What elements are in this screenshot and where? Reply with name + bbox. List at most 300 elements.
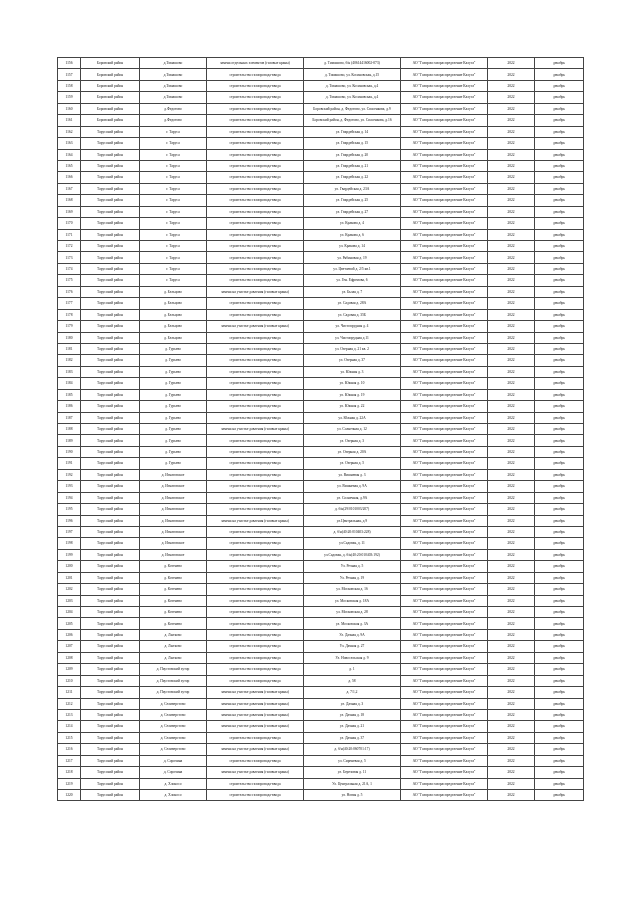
cell-district: Тарусский район: [81, 241, 140, 252]
cell-district: Тарусский район: [81, 149, 140, 160]
cell-address: Ул. Дачная д. 9А: [304, 629, 401, 640]
cell-work-type: строительство газопровода-ввода: [207, 435, 304, 446]
cell-settlement: г. Таруса: [140, 263, 207, 274]
cell-district: Тарусский район: [81, 675, 140, 686]
cell-contractor: АО "Газпром газораспределение Калуга": [401, 469, 488, 480]
cell-work-type: строительство газопровода-ввода: [207, 160, 304, 171]
cell-row-number: 1163: [58, 138, 81, 149]
cell-work-type: замена на участке давления (газовые краны): [207, 321, 304, 332]
cell-address: ул. Дачная д. 21: [304, 721, 401, 732]
cell-month: декабрь: [535, 446, 584, 457]
cell-district: Тарусский район: [81, 172, 140, 183]
table-row: [58, 115, 584, 126]
cell-district: Тарусский район: [81, 286, 140, 297]
cell-year: 2022: [488, 458, 535, 469]
cell-contractor: АО "Газпром газораспределение Калуга": [401, 515, 488, 526]
cell-address: ул. Гвардейская д. 20: [304, 149, 401, 160]
table-row: [58, 355, 584, 366]
cell-district: Тарусский район: [81, 721, 140, 732]
cell-settlement: г. Таруса: [140, 275, 207, 286]
cell-work-type: строительство газопровода-ввода: [207, 241, 304, 252]
cell-district: Тарусский район: [81, 664, 140, 675]
cell-month: декабрь: [535, 538, 584, 549]
cell-address: ул. Гвардейская д. 23А: [304, 183, 401, 194]
table-row: [58, 183, 584, 194]
cell-contractor: АО "Газпром газораспределение Калуга": [401, 195, 488, 206]
cell-work-type: строительство газопровода-ввода: [207, 675, 304, 686]
cell-month: декабрь: [535, 458, 584, 469]
cell-row-number: 1158: [58, 80, 81, 91]
cell-contractor: АО "Газпром газораспределение Калуга": [401, 103, 488, 114]
cell-row-number: 1204: [58, 607, 81, 618]
cell-year: 2022: [488, 698, 535, 709]
cell-address: д. 58: [304, 675, 401, 686]
cell-row-number: 1167: [58, 183, 81, 194]
cell-year: 2022: [488, 241, 535, 252]
cell-settlement: д. Игнатовское: [140, 492, 207, 503]
cell-month: декабрь: [535, 275, 584, 286]
table-row: [58, 629, 584, 640]
cell-contractor: АО "Газпром газораспределение Калуга": [401, 69, 488, 80]
cell-address: ул. Озерная д. 20А: [304, 446, 401, 457]
cell-address: д. б/н(29/0101003/207): [304, 504, 401, 515]
cell-work-type: строительство газопровода-ввода: [207, 92, 304, 103]
cell-month: декабрь: [535, 664, 584, 675]
cell-district: Тарусский район: [81, 595, 140, 606]
cell-settlement: д.Федотово: [140, 103, 207, 114]
table-row: [58, 435, 584, 446]
cell-row-number: 1184: [58, 378, 81, 389]
cell-contractor: АО "Газпром газораспределение Калуга": [401, 675, 488, 686]
cell-district: Тарусский район: [81, 321, 140, 332]
cell-row-number: 1194: [58, 492, 81, 503]
cell-work-type: строительство газопровода-ввода: [207, 412, 304, 423]
cell-settlement: д. Лытково: [140, 641, 207, 652]
cell-year: 2022: [488, 538, 535, 549]
cell-row-number: 1210: [58, 675, 81, 686]
cell-contractor: АО "Газпром газораспределение Калуга": [401, 92, 488, 103]
table-row: [58, 732, 584, 743]
cell-year: 2022: [488, 641, 535, 652]
cell-contractor: АО "Газпром газораспределение Калуга": [401, 572, 488, 583]
cell-month: декабрь: [535, 424, 584, 435]
cell-year: 2022: [488, 709, 535, 720]
cell-work-type: строительство газопровода-ввода: [207, 126, 304, 137]
cell-settlement: д.Тимашово: [140, 80, 207, 91]
cell-month: декабрь: [535, 504, 584, 515]
cell-month: декабрь: [535, 595, 584, 606]
cell-settlement: д.Федотово: [140, 115, 207, 126]
table-row: [58, 389, 584, 400]
table-row: [58, 241, 584, 252]
cell-row-number: 1168: [58, 195, 81, 206]
cell-month: декабрь: [535, 138, 584, 149]
cell-contractor: АО "Газпром газораспределение Калуга": [401, 709, 488, 720]
cell-district: Тарусский район: [81, 275, 140, 286]
cell-contractor: АО "Газпром газораспределение Калуга": [401, 138, 488, 149]
cell-address: д. Тимашово, б/н (40614416002-073): [304, 58, 401, 69]
cell-month: декабрь: [535, 744, 584, 755]
cell-address: Ул. Центральная д. 21А, 1: [304, 778, 401, 789]
cell-work-type: замена отдельных элементов (газовые краны): [207, 58, 304, 69]
cell-row-number: 1176: [58, 286, 81, 297]
cell-year: 2022: [488, 446, 535, 457]
cell-year: 2022: [488, 58, 535, 69]
cell-address: ул. Солнечная д. 12: [304, 424, 401, 435]
cell-address: Ул. Речная д. 5: [304, 561, 401, 572]
table-row: [58, 687, 584, 698]
cell-address: ул. Озерная д. 37: [304, 355, 401, 366]
cell-address: ул. Солнечная, д.9А: [304, 492, 401, 503]
table-row: [58, 675, 584, 686]
table-row: [58, 641, 584, 652]
cell-address: ул. Озерная д. 3: [304, 435, 401, 446]
cell-month: декабрь: [535, 298, 584, 309]
cell-year: 2022: [488, 652, 535, 663]
cell-work-type: строительство газопровода-ввода: [207, 458, 304, 469]
cell-contractor: АО "Газпром газораспределение Калуга": [401, 263, 488, 274]
cell-month: декабрь: [535, 435, 584, 446]
cell-district: Тарусский район: [81, 572, 140, 583]
cell-row-number: 1181: [58, 343, 81, 354]
table-row: [58, 778, 584, 789]
cell-address: ул. Гвардейская д. 25: [304, 195, 401, 206]
cell-district: Тарусский район: [81, 160, 140, 171]
cell-settlement: д. Игнатовское: [140, 515, 207, 526]
table-row: [58, 309, 584, 320]
cell-row-number: 1156: [58, 58, 81, 69]
cell-address: ул. Дачная д. 18: [304, 709, 401, 720]
cell-row-number: 1159: [58, 92, 81, 103]
cell-work-type: строительство газопровода-ввода: [207, 275, 304, 286]
cell-work-type: строительство газопровода-ввода: [207, 629, 304, 640]
cell-settlement: г. Таруса: [140, 195, 207, 206]
cell-contractor: АО "Газпром газораспределение Калуга": [401, 321, 488, 332]
cell-address: ул. Цветаевой д. 2/5 кв.1: [304, 263, 401, 274]
cell-district: Боровский район: [81, 92, 140, 103]
cell-district: Тарусский район: [81, 652, 140, 663]
table-row: [58, 286, 584, 297]
cell-district: Тарусский район: [81, 332, 140, 343]
cell-month: декабрь: [535, 241, 584, 252]
cell-contractor: АО "Газпром газораспределение Калуга": [401, 584, 488, 595]
table-row: [58, 263, 584, 274]
cell-settlement: г. Таруса: [140, 252, 207, 263]
cell-contractor: АО "Газпром газораспределение Калуга": [401, 149, 488, 160]
cell-work-type: строительство газопровода-ввода: [207, 80, 304, 91]
table-row: [58, 206, 584, 217]
cell-year: 2022: [488, 572, 535, 583]
cell-settlement: д. Игнатовское: [140, 549, 207, 560]
cell-address: ул. Южная д. 22А: [304, 412, 401, 423]
cell-year: 2022: [488, 321, 535, 332]
cell-settlement: г. Таруса: [140, 172, 207, 183]
cell-row-number: 1188: [58, 424, 81, 435]
cell-contractor: АО "Газпром газораспределение Калуга": [401, 241, 488, 252]
cell-row-number: 1215: [58, 732, 81, 743]
cell-settlement: г. Таруса: [140, 206, 207, 217]
cell-address: ул. Дачная д. 37: [304, 732, 401, 743]
cell-settlement: д. Паустовский хутор: [140, 687, 207, 698]
cell-address: ул. Сиреневая д. 5: [304, 755, 401, 766]
cell-settlement: д. Селиверстово: [140, 744, 207, 755]
cell-row-number: 1161: [58, 115, 81, 126]
cell-month: декабрь: [535, 252, 584, 263]
cell-settlement: д. Хлоносо: [140, 778, 207, 789]
cell-month: декабрь: [535, 343, 584, 354]
cell-address: ул. Рябиновая д. 19: [304, 252, 401, 263]
cell-address: ул. Чистопрудная д.11: [304, 332, 401, 343]
cell-row-number: 1218: [58, 767, 81, 778]
cell-month: декабрь: [535, 69, 584, 80]
cell-district: Тарусский район: [81, 458, 140, 469]
table-row: [58, 698, 584, 709]
cell-district: Тарусский район: [81, 515, 140, 526]
cell-settlement: д. Гурьево: [140, 366, 207, 377]
cell-address: Боровский район, д. Федотово, ул. Спасенкова, д.9: [304, 103, 401, 114]
cell-address: ул. Кракова д. 6: [304, 229, 401, 240]
cell-row-number: 1164: [58, 149, 81, 160]
cell-row-number: 1193: [58, 481, 81, 492]
cell-year: 2022: [488, 138, 535, 149]
cell-settlement: г. Таруса: [140, 149, 207, 160]
cell-year: 2022: [488, 664, 535, 675]
cell-work-type: строительство газопровода-ввода: [207, 389, 304, 400]
cell-district: Тарусский район: [81, 435, 140, 446]
cell-month: декабрь: [535, 607, 584, 618]
cell-address: Ул. Дачная д. 27: [304, 641, 401, 652]
table-row: [58, 504, 584, 515]
cell-address: ул. Гвардейская д. 14: [304, 126, 401, 137]
cell-work-type: строительство газопровода-ввода: [207, 195, 304, 206]
cell-month: декабрь: [535, 652, 584, 663]
cell-year: 2022: [488, 172, 535, 183]
cell-work-type: строительство газопровода-ввода: [207, 584, 304, 595]
cell-settlement: д. Бельцово: [140, 332, 207, 343]
table-row: [58, 549, 584, 560]
cell-year: 2022: [488, 298, 535, 309]
cell-year: 2022: [488, 790, 535, 801]
cell-work-type: замена на участке давления (газовые краны): [207, 424, 304, 435]
cell-district: Тарусский район: [81, 263, 140, 274]
cell-contractor: АО "Газпром газораспределение Калуга": [401, 412, 488, 423]
cell-year: 2022: [488, 286, 535, 297]
cell-district: Тарусский район: [81, 206, 140, 217]
cell-district: Тарусский район: [81, 607, 140, 618]
cell-month: декабрь: [535, 778, 584, 789]
cell-work-type: строительство газопровода-ввода: [207, 732, 304, 743]
table-row: [58, 526, 584, 537]
cell-district: Тарусский район: [81, 378, 140, 389]
cell-district: Тарусский район: [81, 790, 140, 801]
cell-year: 2022: [488, 252, 535, 263]
cell-address: ул.Садовая, д. б/н(40:20:010403:192): [304, 549, 401, 560]
cell-row-number: 1180: [58, 332, 81, 343]
cell-district: Тарусский район: [81, 778, 140, 789]
table-row: [58, 767, 584, 778]
cell-year: 2022: [488, 160, 535, 171]
cell-district: Тарусский район: [81, 584, 140, 595]
cell-settlement: г. Таруса: [140, 183, 207, 194]
cell-row-number: 1202: [58, 584, 81, 595]
cell-row-number: 1190: [58, 446, 81, 457]
cell-district: Тарусский район: [81, 401, 140, 412]
cell-row-number: 1214: [58, 721, 81, 732]
cell-row-number: 1182: [58, 355, 81, 366]
cell-year: 2022: [488, 629, 535, 640]
cell-year: 2022: [488, 206, 535, 217]
cell-contractor: АО "Газпром газораспределение Калуга": [401, 298, 488, 309]
cell-address: ул. Ген. Ефремова, 6: [304, 275, 401, 286]
cell-year: 2022: [488, 80, 535, 91]
cell-work-type: строительство газопровода-ввода: [207, 206, 304, 217]
cell-work-type: строительство газопровода-ввода: [207, 504, 304, 515]
cell-address: ул. Вишневая д. 3: [304, 469, 401, 480]
cell-row-number: 1206: [58, 629, 81, 640]
cell-district: Тарусский район: [81, 412, 140, 423]
cell-row-number: 1179: [58, 321, 81, 332]
cell-year: 2022: [488, 183, 535, 194]
cell-work-type: строительство газопровода-ввода: [207, 149, 304, 160]
cell-address: Ул. Новосельская д. 9: [304, 652, 401, 663]
cell-work-type: строительство газопровода-ввода: [207, 355, 304, 366]
cell-district: Тарусский район: [81, 446, 140, 457]
cell-contractor: АО "Газпром газораспределение Калуга": [401, 378, 488, 389]
cell-district: Тарусский район: [81, 183, 140, 194]
cell-district: Тарусский район: [81, 195, 140, 206]
cell-year: 2022: [488, 263, 535, 274]
cell-month: декабрь: [535, 641, 584, 652]
cell-work-type: строительство газопровода-ввода: [207, 263, 304, 274]
cell-year: 2022: [488, 355, 535, 366]
cell-year: 2022: [488, 675, 535, 686]
cell-district: Боровский район: [81, 103, 140, 114]
cell-settlement: г. Таруса: [140, 160, 207, 171]
cell-row-number: 1211: [58, 687, 81, 698]
cell-district: Тарусский район: [81, 229, 140, 240]
cell-district: Тарусский район: [81, 538, 140, 549]
cell-settlement: д. Котенево: [140, 561, 207, 572]
cell-address: ул. Чистопрудная д. 4: [304, 321, 401, 332]
cell-contractor: АО "Газпром газораспределение Калуга": [401, 355, 488, 366]
cell-settlement: д.Тимашово: [140, 58, 207, 69]
cell-row-number: 1207: [58, 641, 81, 652]
cell-year: 2022: [488, 584, 535, 595]
cell-contractor: АО "Газпром газораспределение Калуга": [401, 446, 488, 457]
cell-contractor: АО "Газпром газораспределение Калуга": [401, 595, 488, 606]
cell-settlement: д. Гурьево: [140, 446, 207, 457]
cell-month: декабрь: [535, 755, 584, 766]
cell-year: 2022: [488, 275, 535, 286]
cell-year: 2022: [488, 767, 535, 778]
cell-settlement: д. Котенево: [140, 607, 207, 618]
cell-contractor: АО "Газпром газораспределение Калуга": [401, 744, 488, 755]
cell-year: 2022: [488, 504, 535, 515]
cell-district: Тарусский район: [81, 709, 140, 720]
cell-month: декабрь: [535, 629, 584, 640]
cell-work-type: строительство газопровода-ввода: [207, 549, 304, 560]
cell-work-type: строительство газопровода-ввода: [207, 790, 304, 801]
cell-address: д. Тимашово, ул. Косиновская, д.15: [304, 69, 401, 80]
cell-settlement: д. Бельцово: [140, 298, 207, 309]
cell-settlement: д. Котенево: [140, 618, 207, 629]
cell-contractor: АО "Газпром газораспределение Калуга": [401, 755, 488, 766]
cell-district: Тарусский район: [81, 698, 140, 709]
cell-address: ул. Южная д. 3: [304, 366, 401, 377]
cell-year: 2022: [488, 229, 535, 240]
cell-address: ул. Вишневая д. 9А: [304, 481, 401, 492]
cell-settlement: д. Котенево: [140, 584, 207, 595]
cell-month: декабрь: [535, 561, 584, 572]
cell-work-type: замена на участке давления (газовые краны): [207, 698, 304, 709]
cell-contractor: АО "Газпром газораспределение Калуга": [401, 58, 488, 69]
cell-address: д. Тимашово, ул. Косиновская, д.4: [304, 92, 401, 103]
cell-contractor: АО "Газпром газораспределение Калуга": [401, 401, 488, 412]
cell-month: декабрь: [535, 103, 584, 114]
cell-work-type: строительство газопровода-ввода: [207, 252, 304, 263]
table-row: [58, 126, 584, 137]
cell-year: 2022: [488, 424, 535, 435]
cell-contractor: АО "Газпром газораспределение Калуга": [401, 80, 488, 91]
cell-year: 2022: [488, 378, 535, 389]
cell-settlement: д. Игнатовское: [140, 469, 207, 480]
cell-address: ул. Южная д. 10: [304, 378, 401, 389]
cell-year: 2022: [488, 332, 535, 343]
cell-address: ул. Бьлая д. 7: [304, 286, 401, 297]
cell-month: декабрь: [535, 469, 584, 480]
cell-district: Тарусский район: [81, 549, 140, 560]
cell-settlement: д. Гурьево: [140, 412, 207, 423]
cell-district: Тарусский район: [81, 355, 140, 366]
cell-address: ул. Южная д. 19: [304, 389, 401, 400]
cell-row-number: 1173: [58, 252, 81, 263]
cell-work-type: замена на участке давления (газовые краны): [207, 744, 304, 755]
cell-work-type: строительство газопровода-ввода: [207, 138, 304, 149]
cell-contractor: АО "Газпром газораспределение Калуга": [401, 767, 488, 778]
cell-work-type: строительство газопровода-ввода: [207, 309, 304, 320]
cell-row-number: 1209: [58, 664, 81, 675]
cell-month: декабрь: [535, 572, 584, 583]
cell-settlement: д.Тимашово: [140, 69, 207, 80]
cell-work-type: строительство газопровода-ввода: [207, 595, 304, 606]
cell-district: Тарусский район: [81, 618, 140, 629]
table-row: [58, 721, 584, 732]
cell-work-type: строительство газопровода-ввода: [207, 401, 304, 412]
cell-row-number: 1160: [58, 103, 81, 114]
cell-year: 2022: [488, 778, 535, 789]
table-row: [58, 401, 584, 412]
cell-settlement: д. Сорочина: [140, 767, 207, 778]
cell-address: ул. Московская д. 18А: [304, 595, 401, 606]
cell-contractor: АО "Газпром газораспределение Калуга": [401, 115, 488, 126]
cell-work-type: строительство газопровода-ввода: [207, 378, 304, 389]
cell-row-number: 1187: [58, 412, 81, 423]
table-row: [58, 412, 584, 423]
cell-year: 2022: [488, 126, 535, 137]
table-row: [58, 80, 584, 91]
cell-year: 2022: [488, 469, 535, 480]
cell-month: декабрь: [535, 675, 584, 686]
cell-district: Тарусский район: [81, 629, 140, 640]
cell-address: ул. Дачная д. 3: [304, 698, 401, 709]
cell-month: декабрь: [535, 229, 584, 240]
cell-settlement: д. Бельцово: [140, 321, 207, 332]
cell-year: 2022: [488, 607, 535, 618]
cell-month: декабрь: [535, 92, 584, 103]
cell-month: декабрь: [535, 149, 584, 160]
cell-year: 2022: [488, 481, 535, 492]
cell-settlement: д. Гурьево: [140, 435, 207, 446]
